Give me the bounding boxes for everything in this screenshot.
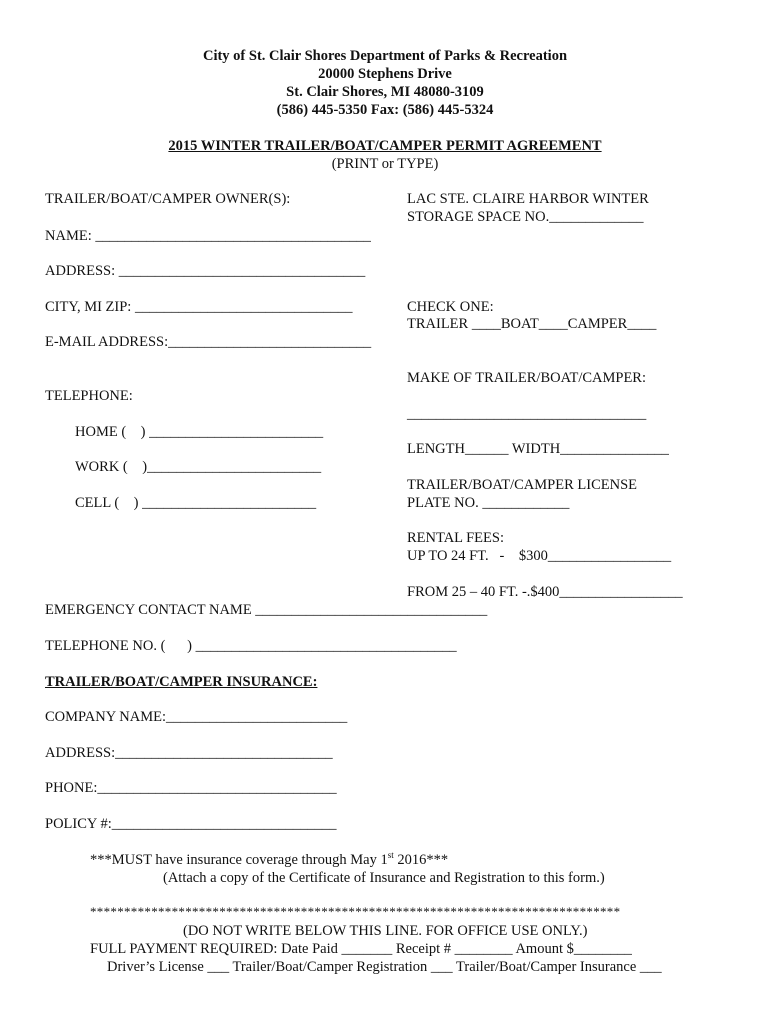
storage-line1: LAC STE. CLAIRE HARBOR WINTER [407, 191, 649, 207]
insurance-requirement [90, 851, 448, 869]
full-payment-line[interactable]: FULL PAYMENT REQUIRED: Date Paid _______ Receipt # ________ Amount $________ [90, 941, 632, 957]
home-phone-field[interactable]: HOME ( ) ________________________ [75, 424, 324, 440]
office-use-note: (DO NOT WRITE BELOW THIS LINE. FOR OFFICE USE ONLY.) [183, 923, 588, 939]
work-phone-field[interactable]: WORK ( )________________________ [75, 459, 322, 475]
fee-25-to-40[interactable]: FROM 25 – 40 FT. -.$400_________________ [407, 584, 683, 600]
license-plate-field[interactable]: PLATE NO. ____________ [407, 495, 570, 511]
telephone-label: TELEPHONE: [45, 388, 133, 404]
owner-address-field[interactable]: ADDRESS: __________________________________ [45, 263, 366, 279]
check-one-options[interactable]: TRAILER ____BOAT____CAMPER____ [407, 316, 657, 332]
length-width-field[interactable]: LENGTH______ WIDTH_______________ [407, 441, 669, 457]
owner-name-field[interactable]: NAME: ______________________________________ [45, 228, 371, 244]
cell-phone-field[interactable]: CELL ( ) ________________________ [75, 495, 317, 511]
storage-space-field[interactable]: STORAGE SPACE NO._____________ [407, 209, 644, 225]
form-title: 2015 WINTER TRAILER/BOAT/CAMPER PERMIT AGREEMENT [168, 138, 602, 154]
header-org: City of St. Clair Shores Department of Parks & Recreation [202, 48, 568, 64]
rental-fees-label: RENTAL FEES: [407, 530, 504, 546]
insurance-address-field[interactable]: ADDRESS:______________________________ [45, 745, 333, 761]
owner-email-field[interactable]: E-MAIL ADDRESS:____________________________ [45, 334, 372, 350]
fee-up-to-24[interactable]: UP TO 24 FT. - $300_________________ [407, 548, 672, 564]
attach-note: (Attach a copy of the Certificate of Insurance and Registration to this form.) [163, 870, 605, 886]
insurance-phone-field[interactable]: PHONE:_________________________________ [45, 780, 337, 796]
make-label: MAKE OF TRAILER/BOAT/CAMPER: [407, 370, 647, 386]
check-one-label: CHECK ONE: [407, 299, 494, 315]
header-street: 20000 Stephens Drive [318, 66, 452, 82]
insurance-requirement-post: 2016*** [393, 852, 449, 868]
owner-heading: TRAILER/BOAT/CAMPER OWNER(S): [45, 191, 291, 207]
insurance-policy-field[interactable]: POLICY #:_______________________________ [45, 816, 337, 832]
header-city: St. Clair Shores, MI 48080-3109 [286, 84, 484, 100]
documents-line[interactable]: Driver’s License ___ Trailer/Boat/Camper Registration ___ Trailer/Boat/Camper Insurance ___ [107, 959, 662, 975]
insurance-heading: TRAILER/BOAT/CAMPER INSURANCE: [45, 674, 318, 690]
emergency-contact-field[interactable]: EMERGENCY CONTACT NAME ________________________________ [45, 602, 488, 618]
insurance-requirement-sup: st [387, 850, 394, 860]
make-field[interactable]: _________________________________ [407, 406, 647, 422]
insurance-company-field[interactable]: COMPANY NAME:_________________________ [45, 709, 348, 725]
insurance-requirement-pre: ***MUST have insurance coverage through May 1 [90, 852, 388, 868]
header-phones: (586) 445-5350 Fax: (586) 445-5324 [276, 102, 494, 118]
separator-stars: ****************************************************************************** [90, 904, 621, 919]
license-label: TRAILER/BOAT/CAMPER LICENSE [407, 477, 637, 493]
owner-city-field[interactable]: CITY, MI ZIP: ______________________________ [45, 299, 353, 315]
form-subtitle: (PRINT or TYPE) [331, 156, 439, 172]
emergency-phone-field[interactable]: TELEPHONE NO. ( ) ____________________________________ [45, 638, 457, 654]
